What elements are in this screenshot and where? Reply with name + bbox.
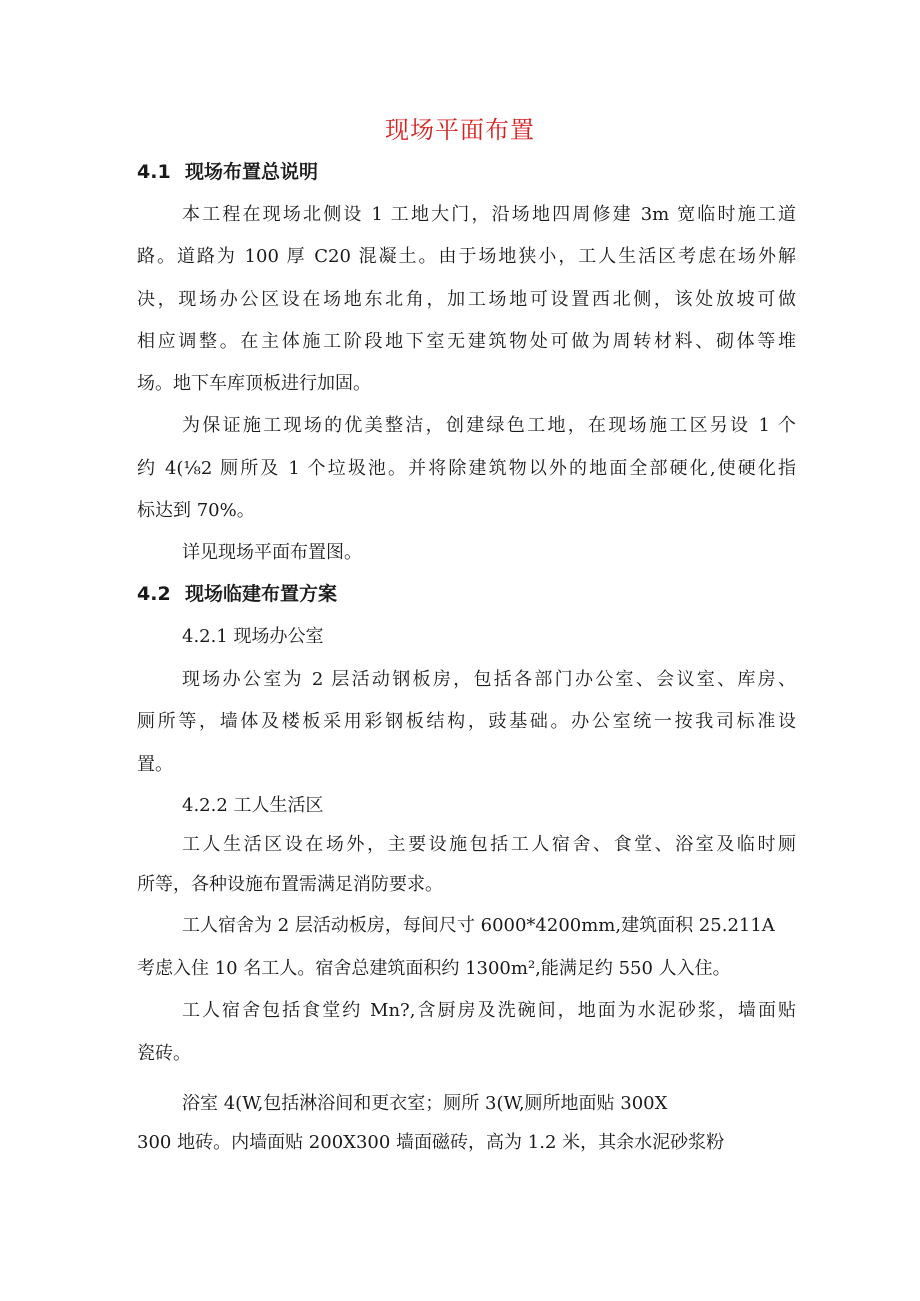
paragraph-line: 300 地砖。内墙面贴 200X300 墙面磁砖，高为 1.2 米，其余水泥砂浆粉 (137, 1132, 725, 1153)
paragraph-line: 置。 (137, 754, 173, 775)
page-title: 现场平面布置 (385, 116, 535, 144)
paragraph-line: 考虑入住 10 名工人。宿舍总建筑面积约 1300m²,能满足约 550 人入住。 (137, 958, 731, 979)
paragraph-line: 厕所等，墙体及楼板采用彩钢板结构，豉基础。办公室统一按我司标准设 (137, 711, 796, 732)
paragraph-line: 约 4(⅛2 厕所及 1 个垃圾池。并将除建筑物以外的地面全部硬化,使硬化指 (137, 458, 796, 479)
section-title: 现场临建布置方案 (185, 583, 338, 605)
subsection-heading: 4.2.1 现场办公室 (182, 626, 324, 647)
paragraph-line: 工人生活区设在场外，主要设施包括工人宿舍、食堂、浴室及临时厕 (182, 834, 796, 855)
paragraph-line: 所等，各种设施布置需满足消防要求。 (137, 874, 443, 895)
paragraph-line: 相应调整。在主体施工阶段地下室无建筑物处可做为周转材料、砌体等堆 (137, 331, 796, 352)
section-heading-4-1 (137, 158, 318, 186)
paragraph-line: 工人宿舍为 2 层活动板房，每间尺寸 6000*4200mm,建筑面积 25.211A (182, 915, 775, 936)
paragraph-line: 浴室 4(W,包括淋浴间和更衣室；厕所 3(W,厕所地面贴 300X (182, 1093, 668, 1114)
section-heading-4-2 (137, 580, 337, 608)
paragraph-line: 场。地下车库顶板进行加固。 (137, 373, 371, 394)
subsection-heading: 4.2.2 工人生活区 (182, 795, 324, 816)
paragraph-line: 本工程在现场北侧设 1 工地大门，沿场地四周修建 3m 宽临时施工道 (182, 204, 796, 225)
paragraph-line: 路。道路为 100 厚 C20 混凝土。由于场地狭小，工人生活区考虑在场外解 (137, 246, 796, 267)
paragraph-line: 工人宿舍包括食堂约 Mn?,含厨房及洗碗间，地面为水泥砂浆，墙面贴 (182, 1000, 796, 1021)
paragraph-line: 为保证施工现场的优美整洁，创建绿色工地，在现场施工区另设 1 个 (182, 415, 796, 436)
section-number: 4.1 (137, 161, 171, 183)
paragraph-line: 决，现场办公区设在场地东北角，加工场地可设置西北侧，该处放坡可做 (137, 289, 796, 310)
section-number: 4.2 (137, 583, 171, 605)
paragraph-line: 瓷砖。 (137, 1043, 191, 1064)
paragraph-line: 现场办公室为 2 层活动钢板房，包括各部门办公室、会议室、库房、 (182, 669, 796, 690)
paragraph-line: 详见现场平面布置图。 (182, 542, 362, 563)
section-title: 现场布置总说明 (185, 161, 319, 183)
paragraph-line: 标达到 70%。 (137, 500, 255, 521)
